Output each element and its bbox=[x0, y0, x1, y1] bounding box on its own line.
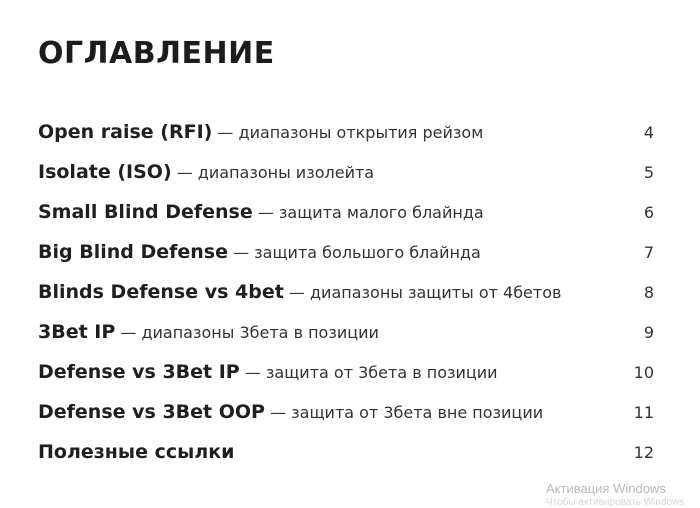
toc-description: — защита малого блайнда bbox=[252, 203, 484, 222]
toc-heading: 3Bet IP bbox=[38, 321, 116, 343]
toc-heading: Big Blind Defense bbox=[38, 241, 228, 263]
toc-page-number: 8 bbox=[643, 282, 654, 302]
toc-description: — диапазоны изолейта bbox=[171, 163, 375, 182]
toc-page-number: 6 bbox=[643, 202, 654, 222]
windows-activation-watermark-subtext: Чтобы активировать Windows bbox=[546, 497, 685, 508]
toc-entry-text bbox=[38, 401, 543, 423]
toc-entry-text bbox=[38, 321, 379, 343]
toc-entry-text bbox=[38, 441, 234, 463]
toc-description: — диапазоны 3бета в позиции bbox=[115, 323, 379, 342]
page-title: ОГЛАВЛЕНИЕ bbox=[38, 36, 275, 71]
toc-item-defense-vs-3bet-oop[interactable] bbox=[38, 392, 658, 432]
toc-item-isolate[interactable] bbox=[38, 152, 658, 192]
toc-item-defense-vs-3bet-ip[interactable] bbox=[38, 352, 658, 392]
toc-entry-text bbox=[38, 161, 374, 183]
table-of-contents bbox=[38, 112, 658, 472]
toc-item-small-blind-defense[interactable] bbox=[38, 192, 658, 232]
windows-activation-watermark: Активация Windows bbox=[546, 481, 666, 496]
toc-page-number: 5 bbox=[643, 162, 654, 182]
toc-page-number: 12 bbox=[633, 442, 654, 462]
toc-page-number: 10 bbox=[633, 362, 654, 382]
toc-heading: Open raise (RFI) bbox=[38, 121, 213, 143]
toc-description: — диапазоны открытия рейзом bbox=[212, 123, 484, 142]
toc-heading: Blinds Defense vs 4bet bbox=[38, 281, 284, 303]
toc-item-big-blind-defense[interactable] bbox=[38, 232, 658, 272]
toc-heading: Defense vs 3Bet OOP bbox=[38, 401, 265, 423]
toc-page-number: 9 bbox=[643, 322, 654, 342]
toc-item-blinds-defense-vs-4bet[interactable] bbox=[38, 272, 658, 312]
toc-entry-text bbox=[38, 201, 484, 223]
toc-page-number: 4 bbox=[643, 122, 654, 142]
toc-description: — защита от 3бета вне позиции bbox=[264, 403, 544, 422]
toc-entry-text bbox=[38, 361, 498, 383]
toc-heading: Полезные ссылки bbox=[38, 441, 235, 463]
toc-description: — защита от 3бета в позиции bbox=[239, 363, 498, 382]
toc-page-number: 7 bbox=[643, 242, 654, 262]
toc-item-useful-links[interactable] bbox=[38, 432, 658, 472]
toc-description: — диапазоны защиты от 4бетов bbox=[283, 283, 562, 302]
toc-item-3bet-ip[interactable] bbox=[38, 312, 658, 352]
toc-heading: Isolate (ISO) bbox=[38, 161, 172, 183]
toc-entry-text bbox=[38, 121, 483, 143]
toc-item-open-raise[interactable] bbox=[38, 112, 658, 152]
toc-page-number: 11 bbox=[633, 402, 654, 422]
toc-heading: Small Blind Defense bbox=[38, 201, 253, 223]
toc-entry-text bbox=[38, 241, 481, 263]
toc-description: — защита большого блайнда bbox=[228, 243, 481, 262]
toc-entry-text bbox=[38, 281, 561, 303]
toc-heading: Defense vs 3Bet IP bbox=[38, 361, 240, 383]
